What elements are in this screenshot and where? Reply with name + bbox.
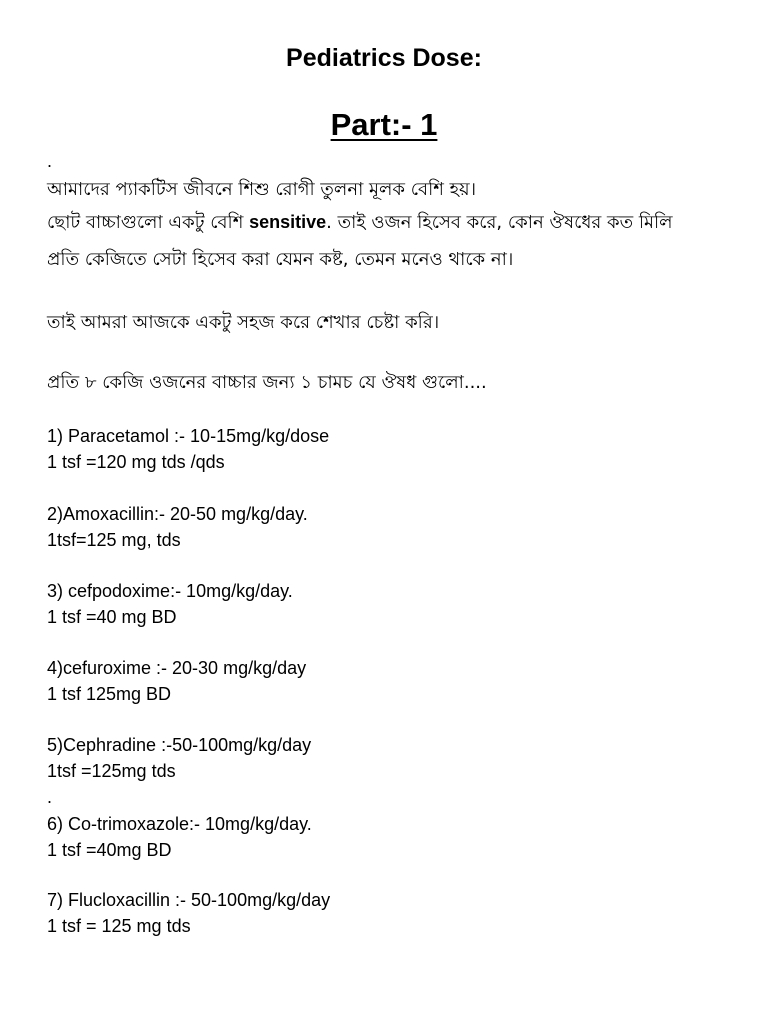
intro-line-4: তাই আমরা আজকে একটু সহজ করে শেখার চেষ্টা করি। [47, 312, 440, 333]
dot-marker: . [47, 151, 53, 171]
page-title: Pediatrics Dose: [286, 44, 482, 72]
drug-tsf-3: 1 tsf =40 mg BD [47, 607, 177, 627]
intro-line-2-bold: sensitive [249, 212, 327, 232]
drug-dose-7: 7) Flucloxacillin :- 50-100mg/kg/day [47, 890, 331, 910]
drug-dose-5: 5)Cephradine :-50-100mg/kg/day [47, 735, 312, 755]
drug-dose-3: 3) cefpodoxime:- 10mg/kg/day. [47, 581, 293, 601]
drug-tsf-6: 1 tsf =40mg BD [47, 840, 172, 860]
drug-tsf-2: 1tsf=125 mg, tds [47, 530, 181, 550]
dot-marker-2: . [47, 787, 53, 807]
intro-line-1: আমাদের প্যাকটিস জীবনে শিশু রোগী তুলনা মূলক বেশি হয়। [47, 179, 477, 200]
drug-tsf-4: 1 tsf 125mg BD [47, 684, 172, 704]
intro-line-3: প্রতি কেজিতে সেটা হিসেব করা যেমন কষ্ট, তেমন মনেও থাকে না। [47, 249, 514, 270]
intro-line-2-part-2: . তাই ওজন হিসেব করে, কোন ঔষধের কত মিলি [326, 212, 673, 233]
drug-tsf-1: 1 tsf =120 mg tds /qds [47, 452, 225, 472]
drug-dose-2: 2)Amoxacillin:- 20-50 mg/kg/day. [47, 504, 308, 524]
drug-tsf-5: 1tsf =125mg tds [47, 761, 176, 781]
intro-line-2 [47, 211, 673, 234]
intro-line-5: প্রতি ৮ কেজি ওজনের বাচ্চার জন্য ১ চামচ যে ঔষধ গুলো.... [47, 372, 487, 393]
drug-dose-6: 6) Co-trimoxazole:- 10mg/kg/day. [47, 814, 312, 834]
drug-dose-1: 1) Paracetamol :- 10-15mg/kg/dose [47, 426, 330, 446]
drug-tsf-7: 1 tsf = 125 mg tds [47, 916, 191, 936]
drug-dose-4: 4)cefuroxime :- 20-30 mg/kg/day [47, 658, 307, 678]
page-subtitle: Part:- 1 [330, 107, 438, 142]
intro-line-2-part-1: ছোট বাচ্চাগুলো একটু বেশি [47, 212, 250, 233]
